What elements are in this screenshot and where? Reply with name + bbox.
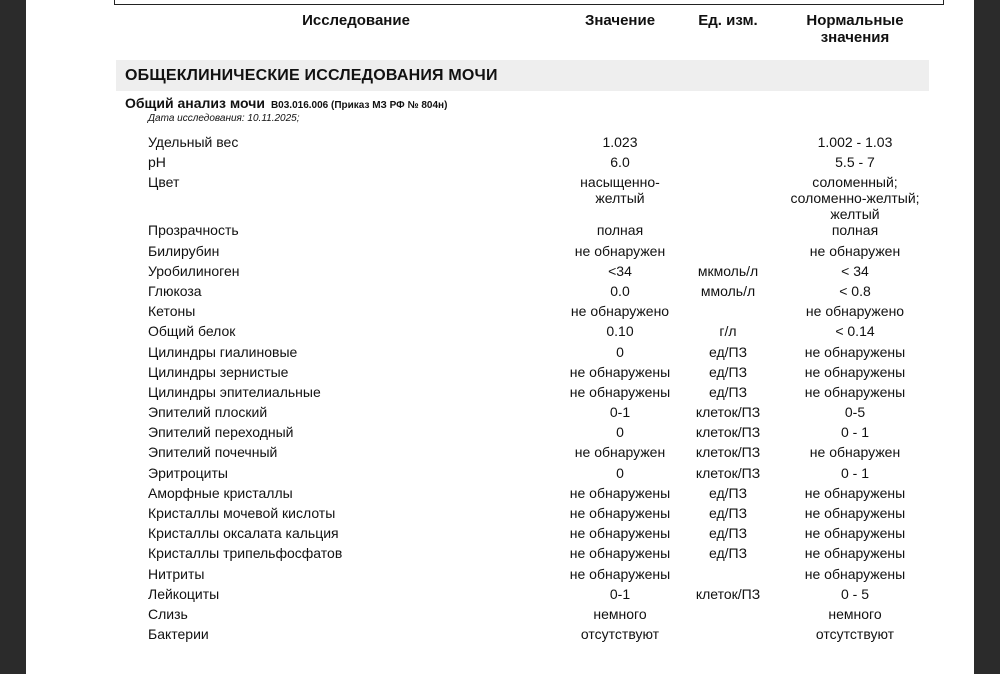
row-name: Эпителий плоский: [148, 404, 268, 421]
row-norm: 1.002 - 1.03: [817, 134, 893, 150]
row-name: Кристаллы трипельфосфатов: [148, 545, 343, 562]
row-value: полная: [596, 222, 644, 239]
row-value: не обнаружены: [569, 545, 671, 562]
row-value: не обнаружены: [569, 525, 671, 542]
section-header: [116, 60, 929, 91]
row-value: 6.0: [610, 154, 630, 171]
row-norm: < 0.14: [835, 323, 875, 340]
row-unit: клеток/ПЗ: [695, 424, 761, 441]
table-row: [26, 523, 974, 543]
row-unit: ед/ПЗ: [708, 363, 748, 380]
table-row: [26, 261, 974, 281]
row-name: Эритроциты: [148, 464, 228, 481]
table-row: [26, 172, 974, 223]
row-unit: клеток/ПЗ: [695, 444, 761, 461]
row-norm: < 34: [841, 262, 869, 279]
table-row: [26, 241, 974, 261]
table-row: [26, 442, 974, 462]
table-row: [26, 503, 974, 523]
row-norm: полная: [831, 222, 879, 239]
table-row: [26, 152, 974, 172]
table-row: [26, 483, 974, 503]
row-norm: 0 - 1: [840, 464, 869, 481]
row-norm: < 0.8: [839, 282, 871, 299]
column-header-norm-line1: Нормальные: [806, 12, 904, 29]
row-unit: ед/ПЗ: [708, 525, 748, 542]
row-name: Цилиндры эпителиальные: [148, 383, 321, 400]
row-name: Кетоны: [148, 303, 196, 320]
row-unit: ед/ПЗ: [708, 383, 748, 400]
row-norm: 5.5 - 7: [835, 154, 875, 171]
row-value: не обнаружен: [574, 242, 666, 259]
table-row: [26, 382, 974, 402]
row-norm: немного: [828, 605, 882, 622]
row-unit: ед/ПЗ: [708, 343, 748, 360]
row-norm: не обнаружены: [804, 343, 906, 360]
row-norm: не обнаружены: [804, 363, 906, 380]
row-value: 0.10: [606, 323, 634, 340]
row-name: Кристаллы мочевой кислоты: [148, 505, 336, 521]
row-value: не обнаружены: [569, 383, 671, 400]
row-norm: соломенный; соломенно-желтый; желтый: [790, 174, 920, 223]
row-norm: не обнаружены: [804, 505, 906, 521]
table-row: [26, 543, 974, 563]
row-name: Бактерии: [148, 626, 209, 643]
table-row: [26, 604, 974, 624]
row-norm: не обнаружены: [804, 545, 906, 562]
table-row: [26, 624, 974, 644]
row-unit: ед/ПЗ: [708, 484, 748, 501]
row-norm: не обнаружены: [804, 484, 906, 501]
row-name: pH: [148, 154, 166, 171]
row-name: Прозрачность: [148, 222, 239, 239]
row-unit: клеток/ПЗ: [695, 464, 761, 481]
row-unit: ммоль/л: [700, 282, 756, 299]
table-row: [26, 584, 974, 604]
row-value: 0: [616, 343, 624, 360]
test-code: B03.016.006 (Приказ МЗ РФ № 804н): [270, 100, 448, 111]
row-value: 0.0: [610, 282, 630, 299]
column-header-norm-line2: значения: [820, 29, 890, 46]
row-name: Аморфные кристаллы: [148, 484, 293, 501]
row-norm: отсутствуют: [815, 626, 895, 643]
row-value: отсутствуют: [580, 626, 660, 643]
report-page: [26, 0, 974, 674]
row-name: Эпителий почечный: [148, 444, 278, 461]
row-norm: не обнаружены: [804, 525, 906, 542]
test-name: Общий анализ мочи: [125, 95, 265, 111]
row-name: Цилиндры гиалиновые: [148, 343, 298, 360]
row-name: Слизь: [148, 605, 188, 622]
table-row: [26, 321, 974, 341]
row-name: Уробилиноген: [148, 262, 240, 279]
row-name: Удельный вес: [148, 134, 239, 150]
row-name: Лейкоциты: [148, 585, 220, 602]
row-unit: клеток/ПЗ: [695, 585, 761, 602]
table-row: [26, 422, 974, 442]
row-value: насыщенно-желтый: [580, 174, 660, 207]
row-value: не обнаружены: [569, 363, 671, 380]
header-frame: [114, 0, 944, 5]
test-date: Дата исследования: 10.11.2025;: [148, 113, 300, 124]
row-name: Билирубин: [148, 242, 220, 259]
row-norm: не обнаружены: [804, 383, 906, 400]
row-name: Цвет: [148, 174, 180, 191]
row-value: 1.023: [602, 134, 638, 150]
column-header-value: Значение: [584, 12, 656, 29]
table-row: [26, 220, 974, 240]
test-header: [125, 95, 447, 113]
row-norm: не обнаружен: [809, 242, 901, 259]
row-value: немного: [593, 605, 647, 622]
row-name: Общий белок: [148, 323, 236, 340]
row-norm: не обнаружено: [805, 303, 905, 320]
row-value: 0-1: [609, 585, 631, 602]
row-name: Глюкоза: [148, 282, 202, 299]
column-header-unit: Ед. изм.: [698, 12, 758, 29]
table-row: [26, 132, 974, 152]
row-value: 0: [616, 464, 624, 481]
row-name: Нитриты: [148, 565, 205, 582]
row-name: Кристаллы оксалата кальция: [148, 525, 339, 542]
table-row: [26, 281, 974, 301]
row-value: не обнаружен: [574, 444, 666, 461]
column-header-study: Исследование: [302, 12, 410, 29]
table-row: [26, 402, 974, 422]
row-value: 0: [616, 424, 624, 441]
row-norm: 0 - 1: [840, 424, 869, 441]
table-row: [26, 564, 974, 584]
row-value: не обнаружено: [570, 303, 670, 320]
row-name: Эпителий переходный: [148, 424, 294, 441]
row-value: <34: [608, 262, 632, 279]
row-unit: ед/ПЗ: [708, 545, 748, 562]
table-row: [26, 342, 974, 362]
row-norm: 0 - 5: [840, 585, 869, 602]
row-name: Цилиндры зернистые: [148, 363, 289, 380]
section-title: ОБЩЕКЛИНИЧЕСКИЕ ИССЛЕДОВАНИЯ МОЧИ: [125, 67, 498, 84]
row-value: не обнаружены: [569, 505, 671, 521]
row-value: не обнаружены: [569, 565, 671, 582]
table-row: [26, 463, 974, 483]
results-table: [26, 132, 974, 644]
row-unit: клеток/ПЗ: [695, 404, 761, 421]
column-header-norm: [776, 12, 934, 46]
row-unit: мкмоль/л: [697, 262, 759, 279]
row-norm: 0-5: [844, 404, 866, 421]
row-norm: не обнаружен: [809, 444, 901, 461]
row-unit: г/л: [719, 323, 737, 340]
table-row: [26, 301, 974, 321]
table-row: [26, 362, 974, 382]
row-norm: не обнаружены: [804, 565, 906, 582]
row-unit: ед/ПЗ: [708, 505, 748, 521]
row-value: не обнаружены: [569, 484, 671, 501]
row-value: 0-1: [609, 404, 631, 421]
